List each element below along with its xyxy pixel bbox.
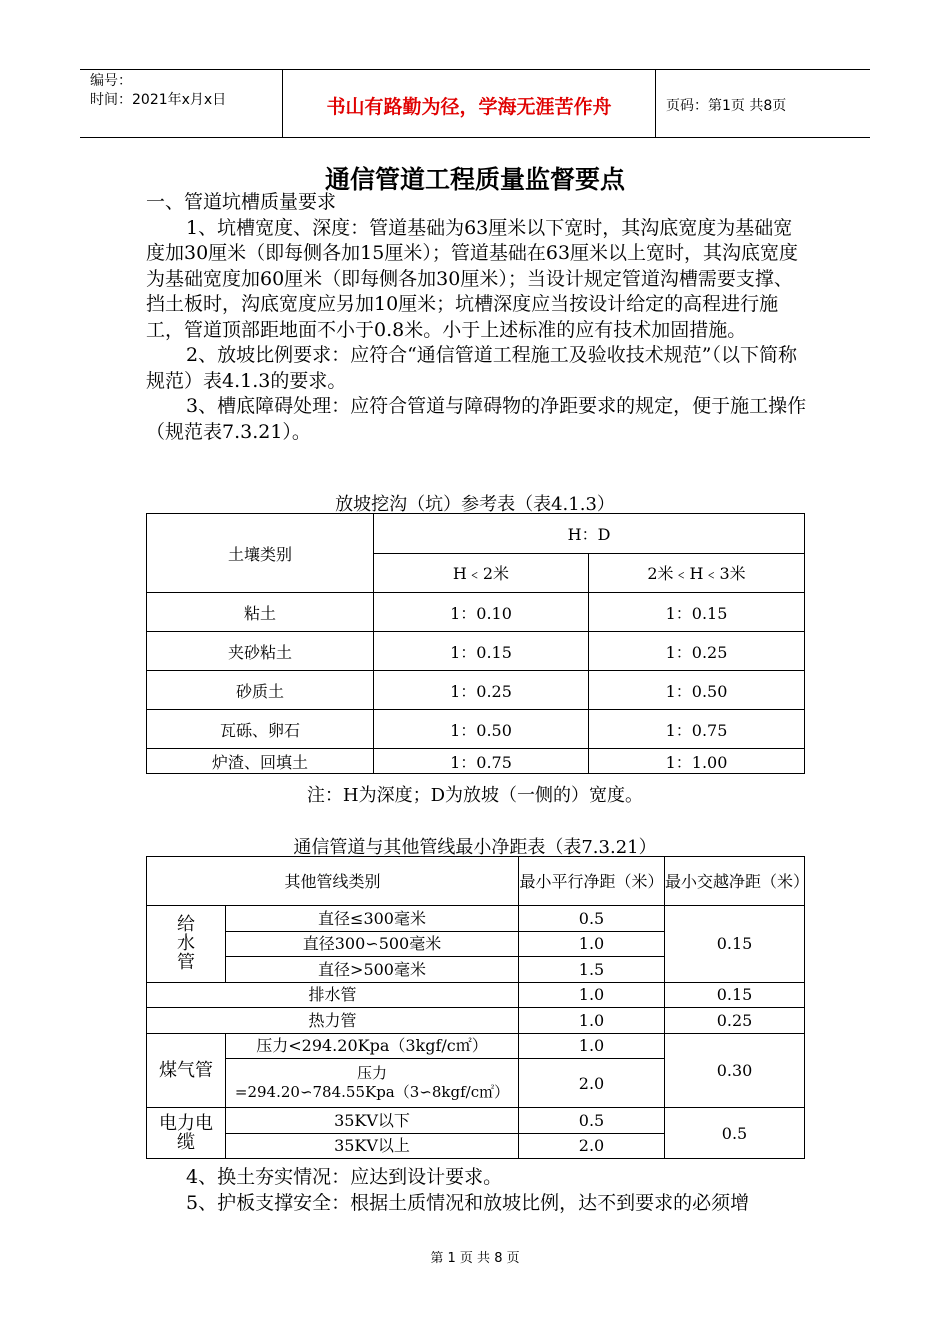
table-cell: 2.0 [519,1059,665,1108]
table-row [147,1033,805,1059]
table1-header-hd: H：D [374,514,805,554]
table-cell: 1：0.15 [374,632,589,671]
table-cell: 1：0.50 [589,671,805,710]
gas-pressure-range: =294.20∽784.55Kpa（3∽8kgf/c㎡） [234,1083,510,1101]
table-row [147,632,805,671]
table-cell: 35KV以下 [226,1108,519,1134]
table1-note: 注：H为深度；D为放坡（一侧的）宽度。 [306,785,644,806]
table-cell: 1：1.00 [589,749,805,774]
table-row [147,710,805,749]
table2-caption: 通信管道与其他管线最小净距表（表7.3.21） [293,837,657,858]
table-cell: 1.5 [519,957,665,983]
table-row [147,671,805,710]
table2-header-parallel: 最小平行净距（米） [519,857,665,906]
table-cell: 夹砂粘土 [147,632,374,671]
slope-table [146,513,805,774]
table-cell: 煤气管 [147,1033,226,1108]
table-cell: 瓦砾、卵石 [147,710,374,749]
table-row [147,1008,805,1034]
table-row [147,593,805,632]
section-1-block [146,190,808,445]
table-cell: 0.15 [665,982,805,1008]
table-cell: 直径≤300毫米 [226,906,519,932]
table-cell: 1.0 [519,1033,665,1059]
table-cell: 0.30 [665,1033,805,1108]
table-cell: 1：0.10 [374,593,589,632]
section-heading: 一、管道坑槽质量要求 [146,191,337,213]
table-cell: 0.5 [519,906,665,932]
header-number: 编号： [90,73,132,89]
table-cell: 热力管 [147,1008,519,1034]
section-1-continued [146,1165,808,1216]
power-cable-label: 电力电缆 [159,1113,213,1153]
table1-header-a: H﹤2米 [374,553,589,593]
table-cell: 粘土 [147,593,374,632]
table-cell: 0.15 [665,906,805,983]
table-cell: 直径>500毫米 [226,957,519,983]
water-pipe-label: 给水管 [177,914,195,974]
table-cell: 0.5 [519,1108,665,1134]
table-row [147,906,805,932]
table2-header-type: 其他管线类别 [147,857,519,906]
table-cell: 1：0.75 [374,749,589,774]
table-cell: 压力<294.20Kpa（3kgf/c㎡） [226,1033,519,1059]
paragraph-2: 2、放坡比例要求：应符合“通信管道工程施工及验收技术规范”（以下简称规范）表4.1.3的要求。 [146,344,798,392]
header-time: 时间：2021年x月x日 [90,92,227,108]
header-motto: 书山有路勤为径，学海无涯苦作舟 [326,96,612,118]
paragraph-4: 4、换土夯实情况：应达到设计要求。 [186,1166,503,1188]
page-footer: 第 1 页 共 8 页 [430,1251,520,1266]
table-cell: 直径300∽500毫米 [226,931,519,957]
table-cell: 1.0 [519,1008,665,1034]
table2-header-cross: 最小交越净距（米） [665,857,805,906]
header-meta [90,72,226,110]
table-row [147,982,805,1008]
paragraph-3: 3、槽底障碍处理：应符合管道与障碍物的净距要求的规定，便于施工操作（规范表7.3.21）。 [146,395,807,443]
header-divider [655,70,656,137]
table-cell: 砂质土 [147,671,374,710]
table-cell: 排水管 [147,982,519,1008]
table-cell: 1.0 [519,982,665,1008]
gas-pressure-label: 压力 [357,1064,388,1082]
table-cell: 35KV以上 [226,1133,519,1159]
header-page: 页码：第1页 共8页 [666,98,787,114]
document-title: 通信管道工程质量监督要点 [324,165,625,194]
table1-header-b: 2米﹤H﹤3米 [589,553,805,593]
table-cell: 1：0.50 [374,710,589,749]
page-header [80,69,870,138]
table-cell: 0.25 [665,1008,805,1034]
table-cell [226,1059,519,1108]
table1-caption: 放坡挖沟（坑）参考表（表4.1.3） [335,494,615,515]
table-cell [147,906,226,983]
table-row [147,1108,805,1134]
table-cell: 1.0 [519,931,665,957]
paragraph-5: 5、护板支撑安全：根据土质情况和放坡比例，达不到要求的必须增 [186,1191,750,1214]
table-cell: 0.5 [665,1108,805,1159]
table-cell: 1：0.75 [589,710,805,749]
table-row [147,749,805,774]
table-cell: 1：0.25 [589,632,805,671]
table-cell: 1：0.25 [374,671,589,710]
table-cell [147,1108,226,1159]
table1-header-soil: 土壤类别 [147,514,374,593]
table-cell: 1：0.15 [589,593,805,632]
paragraph-1: 1、坑槽宽度、深度：管道基础为63厘米以下宽时，其沟底宽度为基础宽度加30厘米（即每侧各加15厘米）；管道基础在63厘米以上宽时，其沟底宽度为基础宽度加60厘米（即每侧各加30厘米）；当设计规定管道沟槽需要支撑、挡土板时，沟底宽度应另加10厘米；坑槽深度应当按设计给定的高程进行施工，管道顶部距地面不小于0.8米。小于上述标准的应有技术加固措施。 [146,216,799,341]
table-cell: 2.0 [519,1133,665,1159]
table-cell: 炉渣、回填土 [147,749,374,774]
clearance-table [146,856,810,1159]
